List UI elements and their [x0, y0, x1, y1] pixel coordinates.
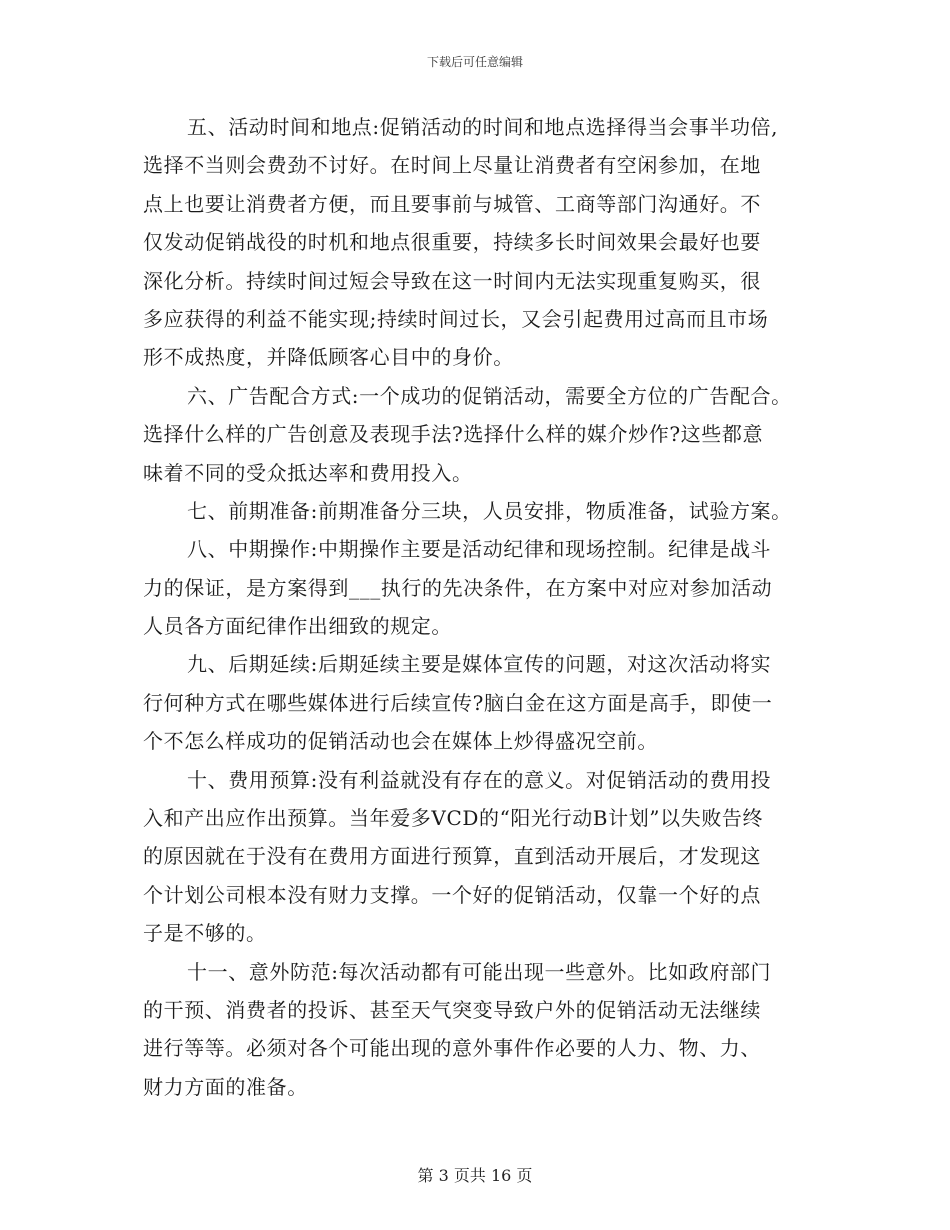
text-line: 七、前期准备:前期准备分三块，人员安排，物质准备，试验方案。	[187, 498, 792, 523]
text-line: 形不成热度，并降低顾客心目中的身价。	[143, 345, 514, 370]
text-line: 人员各方面纪律作出细致的规定。	[143, 614, 452, 639]
text-line: 个不怎么样成功的促销活动也会在媒体上炒得盛况空前。	[143, 729, 658, 754]
text-line: 力的保证，是方案得到___执行的先决条件，在方案中对应对参加活动	[143, 575, 773, 600]
text-line: 十一、意外防范:每次活动都有可能出现一些意外。比如政府部门	[187, 959, 772, 984]
text-line: 味着不同的受众抵达率和费用投入。	[143, 460, 473, 485]
text-line: 多应获得的利益不能实现;持续时间过长，又会引起费用过高而且市场	[143, 306, 769, 331]
text-line: 点上也要让消费者方便，而且要事前与城管、工商等部门沟通好。不	[143, 191, 761, 216]
text-line: 行何种方式在哪些媒体进行后续宣传?脑白金在这方面是高手，即使一	[143, 690, 773, 715]
text-line: 个计划公司根本没有财力支撑。一个好的促销活动，仅靠一个好的点	[143, 882, 761, 907]
text-line: 十、费用预算:没有利益就没有存在的意义。对促销活动的费用投	[187, 767, 772, 792]
text-line: 进行等等。必须对各个可能出现的意外事件作必要的人力、物、力、	[143, 1036, 761, 1061]
text-line: 八、中期操作:中期操作主要是活动纪律和现场控制。纪律是战斗	[187, 537, 772, 562]
text-line: 的原因就在于没有在费用方面进行预算，直到活动开展后，才发现这	[143, 844, 761, 869]
page-number-footer: 第 3 页共 16 页	[417, 1166, 533, 1185]
document-body	[143, 108, 809, 1106]
text-line: 入和产出应作出预算。当年爱多VCD的“阳光行动B计划”以失败告终	[143, 806, 764, 831]
text-line: 六、广告配合方式:一个成功的促销活动，需要全方位的广告配合。	[187, 383, 792, 408]
text-line: 深化分析。持续时间过短会导致在这一时间内无法实现重复购买，很	[143, 268, 761, 293]
text-line: 的干预、消费者的投诉、甚至天气突变导致户外的促销活动无法继续	[143, 997, 761, 1022]
text-line: 五、活动时间和地点:促销活动的时间和地点选择得当会事半功倍,	[187, 115, 779, 139]
text-line: 选择不当则会费劲不讨好。在时间上尽量让消费者有空闲参加，在地	[143, 153, 761, 178]
text-line: 仅发动促销战役的时机和地点很重要，持续多长时间效果会最好也要	[143, 230, 761, 255]
page-header: 下载后可任意编辑	[426, 55, 523, 69]
text-line: 选择什么样的广告创意及表现手法?选择什么样的媒介炒作?这些都意	[143, 422, 764, 447]
text-line: 财力方面的准备。	[143, 1074, 308, 1099]
text-line: 子是不够的。	[143, 921, 267, 946]
text-line: 九、后期延续:后期延续主要是媒体宣传的问题，对这次活动将实	[187, 652, 772, 677]
